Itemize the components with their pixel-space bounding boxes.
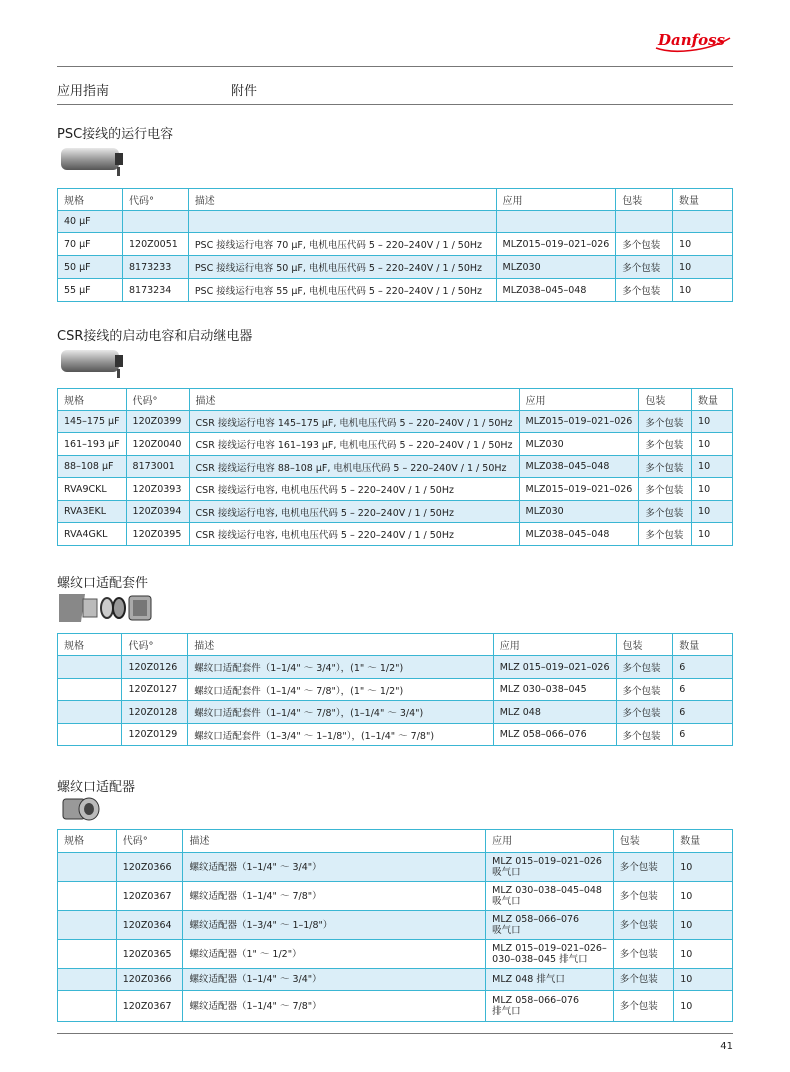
table-row: 40 µF bbox=[58, 211, 733, 233]
table-row: 55 µF 8173234 PSC 接线运行电容 55 µF, 电机电压代码 5 – 220–240V / 1 / 50Hz MLZ038–045–048 多个包装 10 bbox=[58, 279, 733, 302]
table-row: 145–175 µF 120Z0399 CSR 接线运行电容 145–175 µF, 电机电压代码 5 – 220–240V / 1 / 50Hz MLZ015–019–021–026 多个包装 10 bbox=[58, 411, 733, 433]
table-row: 70 µF 120Z0051 PSC 接线运行电容 70 µF, 电机电压代码 5 – 220–240V / 1 / 50Hz MLZ015–019–021–026 多个包装 10 bbox=[58, 233, 733, 256]
section-title-thread-adapter: 螺纹口适配器 bbox=[57, 780, 136, 795]
table-row: 50 µF 8173233 PSC 接线运行电容 50 µF, 电机电压代码 5 – 220–240V / 1 / 50Hz MLZ030 多个包装 10 bbox=[58, 256, 733, 279]
table-row: 120Z0367 螺纹适配器（1–1/4" ～ 7/8"） MLZ 058–066–076 排气口 多个包装 10 bbox=[58, 991, 733, 1022]
section-title-thread-kit: 螺纹口适配套件 bbox=[57, 576, 149, 591]
table-row: 120Z0366 螺纹适配器（1–1/4" ～ 3/4"） MLZ 048 排气口 多个包装 10 bbox=[58, 969, 733, 991]
adapter-image bbox=[57, 795, 107, 823]
table-row: 120Z0364 螺纹适配器（1–3/4" ～ 1–1/8"） MLZ 058–066–076 吸气口 多个包装 10 bbox=[58, 911, 733, 940]
thread-adapter-table bbox=[57, 829, 733, 1022]
thread-kit-table bbox=[57, 633, 733, 746]
table-header-row bbox=[58, 189, 733, 211]
page-subtitle: 附件 bbox=[231, 84, 258, 99]
psc-table bbox=[57, 188, 733, 302]
col-code: 代码° bbox=[122, 189, 188, 211]
table-row: 161–193 µF 120Z0040 CSR 接线运行电容 161–193 µF, 电机电压代码 5 – 220–240V / 1 / 50Hz MLZ030 多个包装 10 bbox=[58, 433, 733, 456]
table-header-row: 规格 代码° 描述 应用 包装 数量 bbox=[58, 634, 733, 656]
table-row: 88–108 µF 8173001 CSR 接线运行电容 88–108 µF, 电机电压代码 5 – 220–240V / 1 / 50Hz MLZ038–045–048 多个包装 10 bbox=[58, 456, 733, 478]
table-header-row: 规格 代码° 描述 应用 包装 数量 bbox=[58, 830, 733, 853]
danfoss-logo bbox=[652, 28, 734, 56]
table-row: 120Z0367 螺纹适配器（1–1/4" ～ 7/8"） MLZ 030–038–045–048 吸气口 多个包装 10 bbox=[58, 882, 733, 911]
page-title: 应用指南 bbox=[57, 84, 110, 99]
col-qty: 数量 bbox=[673, 189, 733, 211]
csr-table bbox=[57, 388, 733, 546]
table-row: RVA3EKL 120Z0394 CSR 接线运行电容, 电机电压代码 5 – 220–240V / 1 / 50Hz MLZ030 多个包装 10 bbox=[58, 501, 733, 523]
table-header-row: 规格 代码° 描述 应用 包装 数量 bbox=[58, 389, 733, 411]
header-rule-top bbox=[57, 66, 733, 67]
table-row: RVA9CKL 120Z0393 CSR 接线运行电容, 电机电压代码 5 – 220–240V / 1 / 50Hz MLZ015–019–021–026 多个包装 10 bbox=[58, 478, 733, 501]
table-row: RVA4GKL 120Z0395 CSR 接线运行电容, 电机电压代码 5 – 220–240V / 1 / 50Hz MLZ038–045–048 多个包装 10 bbox=[58, 523, 733, 546]
col-pack: 包装 bbox=[616, 189, 673, 211]
table-row: 120Z0365 螺纹适配器（1" ～ 1/2"） MLZ 015–019–021–026– 030–038–045 排气口 多个包装 10 bbox=[58, 940, 733, 969]
header-rule-bottom bbox=[57, 104, 733, 105]
col-desc: 描述 bbox=[188, 189, 496, 211]
footer-rule bbox=[57, 1033, 733, 1034]
col-spec: 规格 bbox=[58, 189, 123, 211]
table-row: 120Z0126 螺纹口适配套件（1–1/4" ～ 3/4"），(1" ～ 1/2") MLZ 015–019–021–026 多个包装 6 bbox=[58, 656, 733, 679]
section-title-csr: CSR接线的启动电容和启动继电器 bbox=[57, 329, 253, 344]
svg-text:Danfoss: Danfoss bbox=[658, 31, 725, 49]
adapter-kit-image bbox=[57, 590, 157, 626]
capacitor-image bbox=[57, 142, 127, 182]
capacitor-image bbox=[57, 344, 127, 384]
col-app: 应用 bbox=[496, 189, 616, 211]
table-row: 120Z0127 螺纹口适配套件（1–1/4" ～ 7/8"），(1" ～ 1/2") MLZ 030–038–045 多个包装 6 bbox=[58, 679, 733, 701]
page-number: 41 bbox=[720, 1041, 733, 1052]
table-row: 120Z0129 螺纹口适配套件（1–3/4" ～ 1–1/8"），(1–1/4" ～ 7/8") MLZ 058–066–076 多个包装 6 bbox=[58, 724, 733, 746]
table-row: 120Z0128 螺纹口适配套件（1–1/4" ～ 7/8"），(1–1/4" ～ 3/4") MLZ 048 多个包装 6 bbox=[58, 701, 733, 724]
section-title-psc: PSC接线的运行电容 bbox=[57, 127, 174, 142]
table-row: 120Z0366 螺纹适配器（1–1/4" ～ 3/4"） MLZ 015–019–021–026 吸气口 多个包装 10 bbox=[58, 853, 733, 882]
